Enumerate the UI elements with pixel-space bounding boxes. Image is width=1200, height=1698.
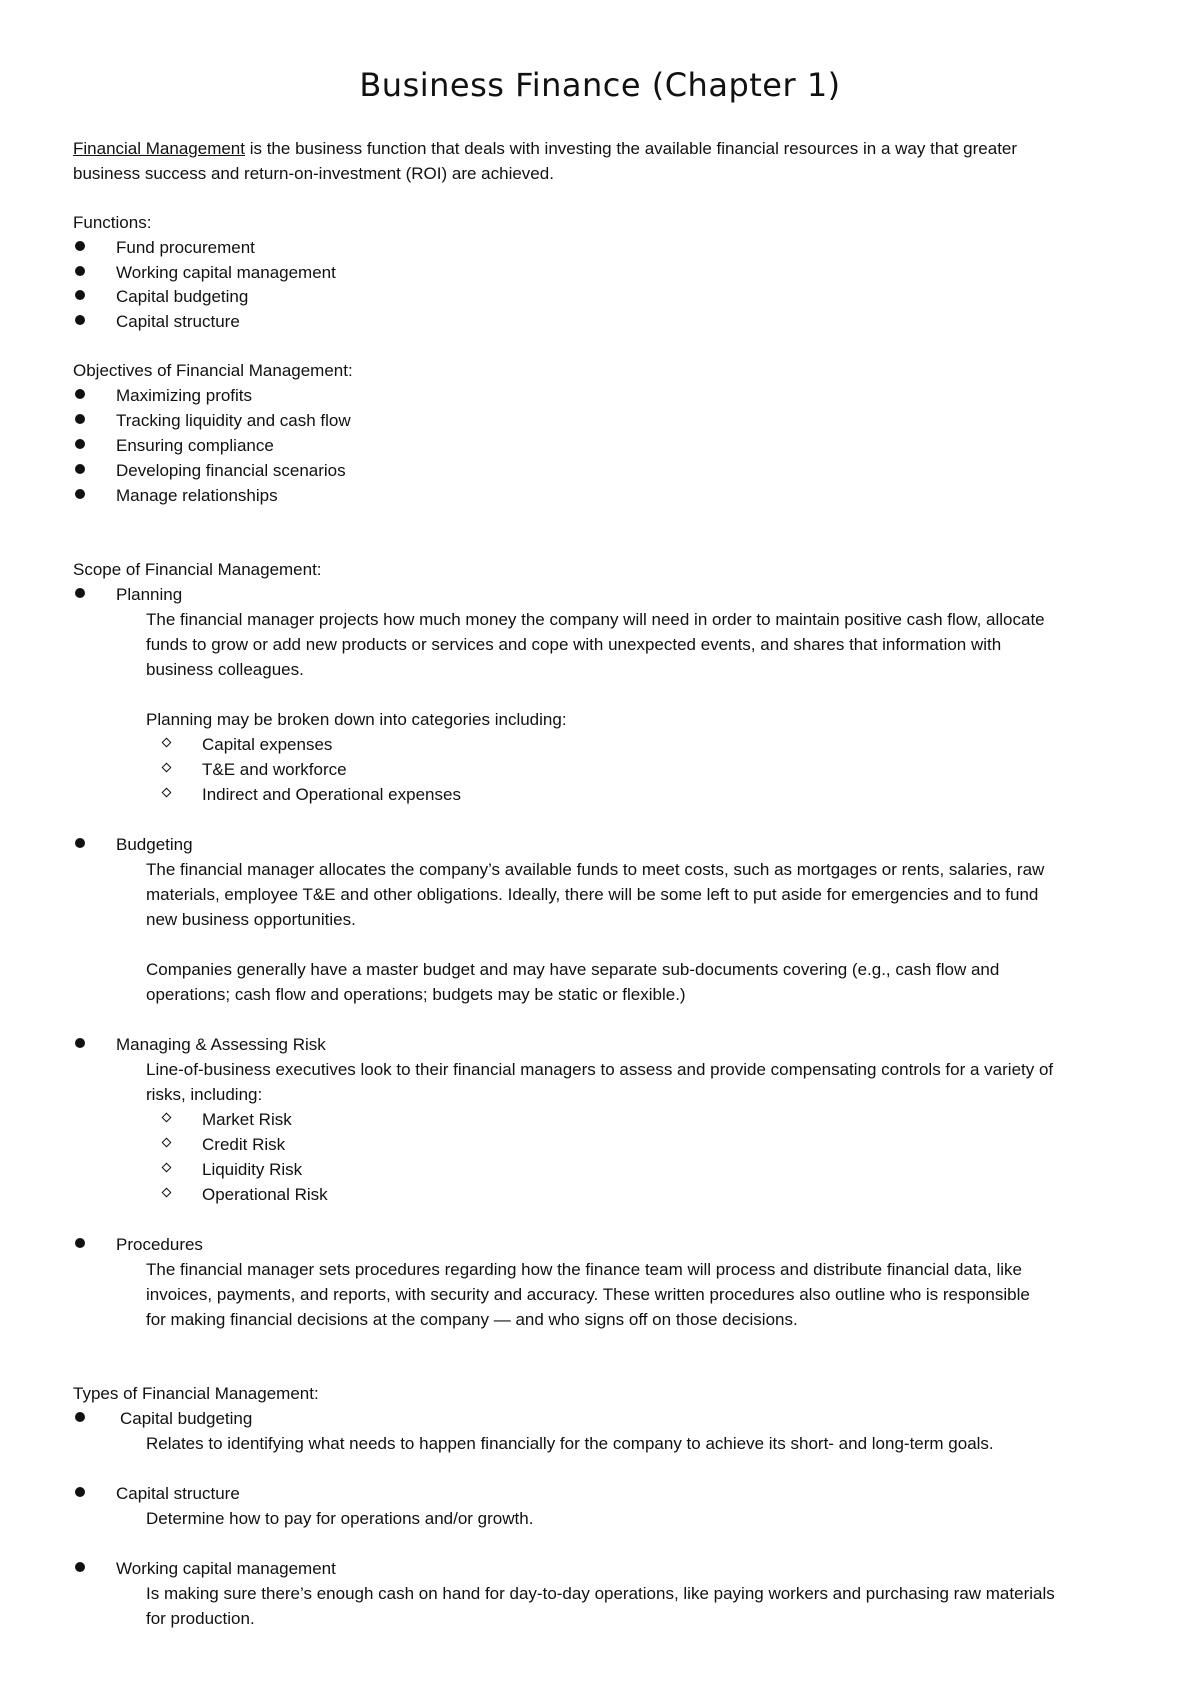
planning-sub-item: Capital expenses — [202, 735, 333, 754]
bullet-dot-icon — [75, 464, 85, 474]
intro-term: Financial Management — [73, 139, 245, 158]
risk-text: Line-of-business executives look to their financial managers to assess and provide compensating controls for a variety of — [146, 1060, 1054, 1079]
bullet-dot-icon — [75, 439, 85, 449]
types-working-capital-desc: Is making sure there’s enough cash on hand for day-to-day operations, like paying workers and purchasing raw materials — [146, 1584, 1055, 1603]
planning-text: business colleagues. — [146, 660, 304, 679]
diamond-bullet-icon — [162, 763, 172, 773]
bullet-dot-icon — [75, 1412, 85, 1422]
planning-label: Planning — [116, 585, 183, 604]
risk-label: Managing & Assessing Risk — [116, 1035, 326, 1054]
diamond-bullet-icon — [162, 1113, 172, 1123]
bullet-dot-icon — [75, 290, 85, 300]
objectives-item: Maximizing profits — [116, 386, 253, 405]
objectives-item: Tracking liquidity and cash flow — [116, 411, 351, 430]
bullet-dot-icon — [75, 414, 85, 424]
page-title: Business Finance (Chapter 1) — [359, 66, 841, 104]
bullet-dot-icon — [75, 1562, 85, 1572]
bullet-dot-icon — [75, 1038, 85, 1048]
risk-sub-item: Credit Risk — [202, 1135, 286, 1154]
bullet-dot-icon — [75, 489, 85, 499]
budgeting-text: operations; cash flow and operations; budgets may be static or flexible.) — [146, 985, 686, 1004]
objectives-item: Developing financial scenarios — [116, 461, 346, 480]
functions-item: Capital budgeting — [116, 287, 249, 306]
types-heading: Types of Financial Management: — [73, 1384, 319, 1403]
functions-item: Fund procurement — [116, 238, 255, 257]
functions-heading: Functions: — [73, 213, 152, 232]
planning-text: The financial manager projects how much money the company will need in order to maintain positive cash flow, allocate — [146, 610, 1045, 629]
budgeting-text: new business opportunities. — [146, 910, 356, 929]
budgeting-text: Companies generally have a master budget and may have separate sub-documents covering (e.g., cash flow and — [146, 960, 1000, 979]
objectives-item: Manage relationships — [116, 486, 278, 505]
planning-sub-item: T&E and workforce — [202, 760, 347, 779]
bullet-dot-icon — [75, 266, 85, 276]
bullet-dot-icon — [75, 315, 85, 325]
procedures-text: for making financial decisions at the company — and who signs off on those decisions. — [146, 1310, 798, 1329]
risk-sub-item: Market Risk — [202, 1110, 292, 1129]
budgeting-text: materials, employee T&E and other obligations. Ideally, there will be some left to put aside for emergencies and to fund — [146, 885, 1039, 904]
intro-line-1-rest: is the business function that deals with investing the available financial resources in a way that greater — [244, 139, 1018, 158]
types-capital-structure-desc: Determine how to pay for operations and/or growth. — [146, 1509, 534, 1528]
bullet-dot-icon — [75, 588, 85, 598]
intro-line-1 — [73, 136, 1017, 161]
budgeting-label: Budgeting — [116, 835, 193, 854]
bullet-dot-icon — [75, 241, 85, 251]
types-capital-budgeting-desc: Relates to identifying what needs to happen financially for the company to achieve its short- and long-term goals. — [146, 1434, 994, 1453]
diamond-bullet-icon — [162, 788, 172, 798]
functions-item: Capital structure — [116, 312, 240, 331]
objectives-heading: Objectives of Financial Management: — [73, 361, 353, 380]
types-working-capital-label: Working capital management — [116, 1559, 336, 1578]
bullet-dot-icon — [75, 389, 85, 399]
intro-line-2: business success and return-on-investment (ROI) are achieved. — [73, 164, 554, 183]
types-capital-budgeting-label: Capital budgeting — [120, 1409, 253, 1428]
functions-item: Working capital management — [116, 263, 336, 282]
budgeting-text: The financial manager allocates the company’s available funds to meet costs, such as mortgages or rents, salaries, raw — [146, 860, 1045, 879]
planning-sub-item: Indirect and Operational expenses — [202, 785, 461, 804]
planning-sub-intro: Planning may be broken down into categories including: — [146, 710, 567, 729]
diamond-bullet-icon — [162, 738, 172, 748]
scope-heading: Scope of Financial Management: — [73, 560, 322, 579]
bullet-dot-icon — [75, 838, 85, 848]
diamond-bullet-icon — [162, 1188, 172, 1198]
bullet-dot-icon — [75, 1487, 85, 1497]
bullet-dot-icon — [75, 1238, 85, 1248]
procedures-text: invoices, payments, and reports, with security and accuracy. These written procedures also outline who is responsible — [146, 1285, 1030, 1304]
diamond-bullet-icon — [162, 1138, 172, 1148]
risk-sub-item: Operational Risk — [202, 1185, 328, 1204]
risk-text: risks, including: — [146, 1085, 263, 1104]
types-capital-structure-label: Capital structure — [116, 1484, 240, 1503]
planning-text: funds to grow or add new products or services and cope with unexpected events, and shares that information with — [146, 635, 1002, 654]
diamond-bullet-icon — [162, 1163, 172, 1173]
risk-sub-item: Liquidity Risk — [202, 1160, 303, 1179]
types-working-capital-desc: for production. — [146, 1609, 255, 1628]
procedures-text: The financial manager sets procedures regarding how the finance team will process and distribute financial data, like — [146, 1260, 1022, 1279]
procedures-label: Procedures — [116, 1235, 203, 1254]
objectives-item: Ensuring compliance — [116, 436, 274, 455]
